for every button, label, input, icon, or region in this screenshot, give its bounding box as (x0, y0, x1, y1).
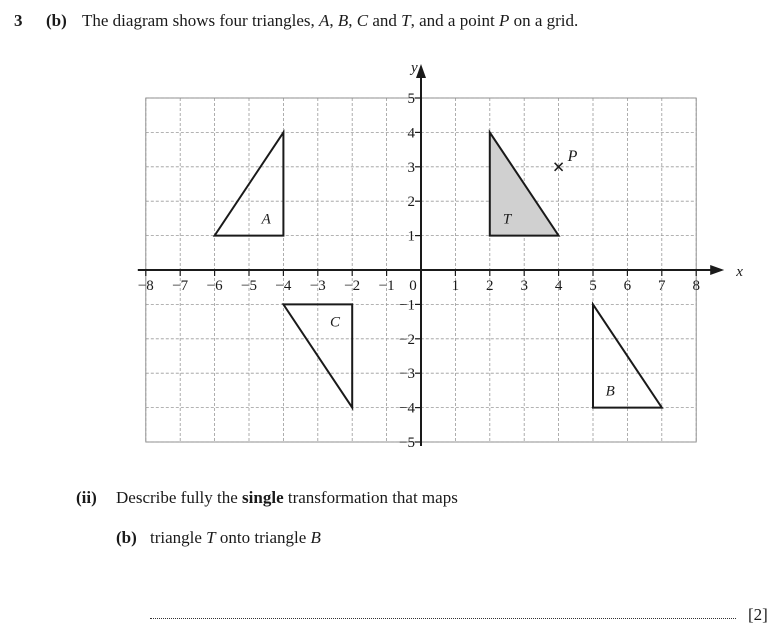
x-tick-label: −1 (378, 278, 395, 294)
y-tick-label: −5 (399, 435, 415, 451)
point-p-label: P (567, 147, 578, 165)
stem-text-3: on a grid. (509, 11, 579, 30)
x-tick-label: −3 (309, 278, 326, 294)
y-tick-label: −3 (399, 366, 415, 383)
x-tick-label: 0 (409, 278, 417, 294)
point-p (555, 148, 578, 171)
stem-triangle-c: C (356, 11, 369, 30)
subq-bold-word: single (242, 488, 284, 507)
stem-triangle-b: B (337, 11, 349, 30)
x-tick-label: 1 (451, 278, 460, 294)
x-tick-label: 5 (589, 278, 597, 294)
triangle-label-b: B (605, 383, 615, 400)
stem-and: and (368, 11, 402, 30)
stem-sep-2: , (348, 11, 357, 30)
subpart-number: (b) (116, 528, 137, 547)
x-tick-label: −5 (241, 278, 257, 294)
x-tick-label: −4 (275, 278, 292, 294)
y-tick-label: 5 (407, 91, 415, 107)
y-tick-label: −4 (399, 400, 415, 417)
subq-text-1: Describe fully the (116, 488, 243, 507)
question-number: 3 (14, 11, 23, 30)
stem-triangle-t: T (401, 11, 411, 30)
x-tick-label: 6 (623, 278, 632, 294)
stem-triangle-a: A (319, 11, 330, 30)
y-tick-label: 1 (407, 228, 415, 245)
y-tick-label: −2 (399, 331, 415, 348)
subpart-triangle-t: T (206, 528, 216, 547)
subpart-triangle-b: B (310, 528, 321, 547)
x-tick-label: 4 (554, 278, 563, 294)
x-tick-label: −8 (137, 278, 154, 294)
subpart-text (150, 528, 321, 548)
subquestion-text (116, 488, 458, 508)
subpart-text-2: onto triangle (215, 528, 311, 547)
x-tick-label: −2 (344, 278, 361, 294)
stem-text-2: , and a point (410, 11, 499, 30)
stem-point-p: P (498, 11, 510, 30)
x-tick-label: −6 (206, 278, 223, 294)
y-tick-label: 4 (407, 125, 415, 142)
x-axis-label: x (736, 264, 743, 280)
x-tick-label: 8 (692, 278, 700, 294)
x-tick-label: 3 (520, 278, 528, 294)
x-tick-label: −7 (172, 278, 189, 294)
triangle-label-a: A (261, 211, 271, 228)
x-axis-arrow (710, 265, 724, 275)
stem-text-1: The diagram shows four triangles, (82, 11, 319, 30)
y-tick-label: 2 (407, 194, 415, 211)
marks-label: [2] (748, 605, 768, 624)
triangle-t (490, 132, 559, 235)
x-tick-label: 2 (486, 278, 494, 294)
stem-sep-1: , (329, 11, 338, 30)
x-tick-label: 7 (658, 278, 666, 294)
y-axis-label: y (411, 60, 418, 76)
subpart-text-1: triangle (150, 528, 207, 547)
y-tick-label: 3 (407, 159, 415, 176)
answer-line[interactable] (150, 618, 736, 619)
subquestion-number: (ii) (76, 488, 97, 507)
question-part-label: (b) (46, 11, 67, 30)
triangle-label-c: C (329, 314, 341, 331)
y-tick-label: −1 (399, 297, 415, 314)
subq-text-2: transformation that maps (283, 488, 458, 507)
axes (138, 60, 743, 446)
triangle-label-t: T (502, 211, 512, 228)
